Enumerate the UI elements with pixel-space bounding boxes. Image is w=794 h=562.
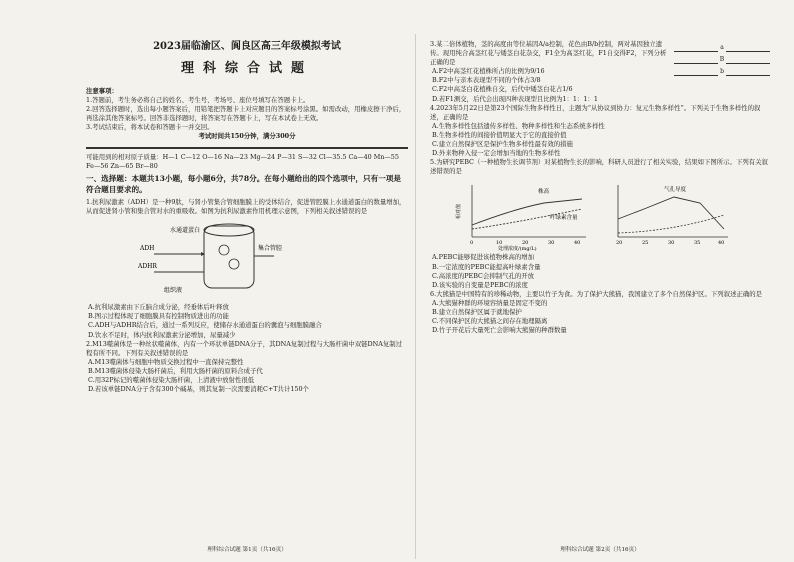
q3-option-b: B.F2中与亲本表现型不同的个体占3/8: [432, 76, 541, 85]
q6-option-a: A.大熊猫种群的环境容纳量是固定不变的: [432, 298, 548, 307]
q6-option-b: B.建立自然保护区属于就地保护: [432, 307, 522, 316]
fig1-label-aquaporin: 水通道蛋白: [170, 227, 201, 235]
question-5-stem: 5.为研究PEBC（一种植物生长调节剂）对某植物生长的影响，科研人员进行了相关实验，结果如下图所示。下列有关叙述错误的是: [430, 158, 768, 176]
vesicle: [229, 259, 239, 269]
curve-stomatal: [618, 197, 724, 229]
atomic-masses: 可能用到的相对原子质量：H—1 C—12 O—16 Na—23 Mg—24 P—31 S—32 Cl—35.5 Ca—40 Mn—55 Fe—56 Zn—65 Br—80: [86, 153, 399, 171]
q2-option-c: C.用32P标记的噬菌体侵染大肠杆菌，上清液中放射性很低: [88, 375, 255, 384]
fig1-label-adhr: ADHR: [138, 263, 157, 271]
notice-heading: 注意事项：: [86, 86, 118, 95]
exam-subtitle: 理科综合试题: [180, 61, 313, 77]
section-1-heading: 一、选择题：本题共13小题，每小题6分，共78分。在每小题给出的四个选项中，只有一项是符合题目要求的。: [86, 174, 401, 195]
answer-blanks: [674, 42, 770, 78]
q5-option-d: D.该实验的自变量是PEBC的浓度: [432, 280, 528, 289]
q6-option-c: C.不同保护区的大熊猫之间存在地理隔离: [432, 317, 548, 326]
tick-40: 40: [574, 240, 581, 247]
q2-option-b: B.M13噬菌体侵染大肠杆菌后，利用大肠杆菌的原料合成子代: [88, 366, 263, 375]
q3-option-c: C.F2中高茎白花植株自交，后代中矮茎白花占1/6: [432, 85, 573, 94]
legend-height: 株高: [538, 189, 550, 196]
figure-adh-mechanism: [134, 220, 284, 296]
tick-30: 30: [668, 240, 675, 247]
fig1-label-duct: 集合管腔: [258, 245, 283, 253]
tick-35: 35: [694, 240, 701, 247]
y-axis-label: 相对值: [456, 204, 462, 220]
q6-option-d: D.竹子开花后大量死亡会影响大熊猫的种群数量: [432, 326, 567, 335]
blank-B[interactable]: B: [674, 54, 770, 66]
question-5-figures: [454, 179, 770, 251]
figure-pebc-left: [454, 179, 594, 251]
question-4-stem: 4.2023年5月22日是第23个国际生物多样性日，主题为“从协议到协力：复元生物多样性”。下列关于生物多样性的叙述，正确的是: [430, 103, 761, 121]
legend-stomatal: 气孔导度: [664, 187, 687, 194]
notice-item-3: 3.考试结束后，将本试卷和答题卡一并交回。: [86, 123, 214, 132]
question-2-stem: 2.M13噬菌体是一种丝状噬菌体，内有一个环状单链DNA分子，其DNA复制过程与大肠杆菌中双链DNA复制过程有所不同。下列有关叙述错误的是: [86, 339, 402, 357]
tick-20: 20: [522, 240, 529, 247]
collecting-duct-cell: [204, 226, 254, 288]
x-axis-label: 处理浓度/(mg/L): [498, 246, 537, 252]
q4-option-c: C.建立自然保护区是保护生物多样性最有效的措施: [432, 140, 573, 149]
figure-pebc-right: [604, 179, 734, 251]
legend-chlorophyll: 叶绿素含量: [550, 215, 578, 222]
blank-a[interactable]: a: [674, 42, 770, 54]
header-divider-box: [86, 147, 408, 149]
q1-option-d: D.饮水不足时，体内抗利尿激素分泌增加，尿量减少: [88, 330, 236, 339]
time-note: 考试时间共150分钟，满分300分: [198, 132, 296, 141]
q1-option-b: B.图示过程体现了细胞膜具有控制物质进出的功能: [88, 312, 229, 321]
q5-option-c: C.高浓度的PEBC会抑制气孔的开放: [432, 271, 535, 280]
notice-item-1: 1.答题前，考生务必将自己的姓名、考生号、考场号、座位号填写在答题卡上。: [86, 95, 310, 104]
exam-title: 2023届临渝区、阆良区高三年级模拟考试: [153, 41, 341, 52]
page-fold-divider: [415, 34, 416, 559]
q4-option-b: B.生物多样性的间接价值明显大于它的直接价值: [432, 130, 567, 139]
q2-option-a: A.M13噬菌体与细胞中物质交换过程中一直保持完整性: [88, 357, 244, 366]
question-1-stem: 1.抗利尿激素（ADH）是一种9肽，与肾小管集合管细胞膜上的受体结合，促进管腔膜上水通道蛋白的数量增加，从而促进肾小管和集合管对水的重吸收。如图为抗利尿激素作用机理示意图，下列相关叙述错误的是: [86, 197, 406, 216]
q4-option-d: D.外来物种入侵一定会增加当地的生物多样性: [432, 149, 561, 158]
q5-option-b: B.一定浓度的PEBC能提高叶绿素含量: [432, 262, 541, 271]
tick-40: 40: [718, 240, 725, 247]
q2-option-d: D.若该单链DNA分子含有300个碱基，则其复制一次需要消耗C+T共计150个: [88, 385, 309, 394]
tick-10: 10: [496, 240, 503, 247]
blank-b[interactable]: b: [674, 66, 770, 78]
q1-option-a: A.抗利尿激素由下丘脑合成分泌，经垂体后叶释放: [88, 303, 229, 312]
footer-right: 理科综合试题 第2页（共16页）: [560, 547, 640, 554]
question-3-stem: 3.某二倍体植物，茎的高度由等位基因A/a控制，花色由B/b控制，两对基因独立遗传。现用纯合高茎红花与矮茎白花杂交，F1全为高茎红花，F1自交得F2，下列分析正确的是: [430, 40, 667, 67]
vesicle: [219, 245, 229, 255]
q3-option-d: D.若F1测交，后代会出现四种表现型且比例为1：1：1：1: [432, 94, 598, 103]
notice-item-2: 2.回答选择题时，选出每小题答案后，用铅笔把答题卡上对应题目的答案标号涂黑。如需改动，用橡皮擦干净后，再选涂其他答案标号。回答非选择题时，将答案写在答题卡上，写在本试卷上无效。: [86, 104, 406, 122]
q5-option-a: A.PEBC能够促进该植物株高的增加: [432, 253, 535, 262]
q1-option-c: C.ADH与ADHR结合后，通过一系列反应，使储存水通道蛋白的囊泡与细胞膜融合: [88, 321, 322, 330]
question-6-stem: 6.大熊猫是中国特有的珍稀动物，主要以竹子为食。为了保护大熊猫，我国建立了多个自然保护区。下列叙述正确的是: [430, 289, 763, 298]
tick-20: 20: [616, 240, 623, 247]
page-left: [86, 40, 408, 555]
tick-30: 30: [548, 240, 555, 247]
fig1-label-adh: ADH: [140, 245, 155, 253]
tick-25: 25: [642, 240, 649, 247]
q3-option-a: A.F2中高茎红花植株所占的比例为9/16: [432, 67, 545, 76]
footer-left: 理科综合试题 第1页（共16页）: [207, 547, 287, 554]
tick-0: 0: [470, 240, 474, 247]
fig1-label-fluid: 组织液: [164, 287, 183, 295]
q4-option-a: A.生物多样性包括遗传多样性、物种多样性和生态系统多样性: [432, 121, 605, 130]
page-right: [430, 40, 770, 555]
